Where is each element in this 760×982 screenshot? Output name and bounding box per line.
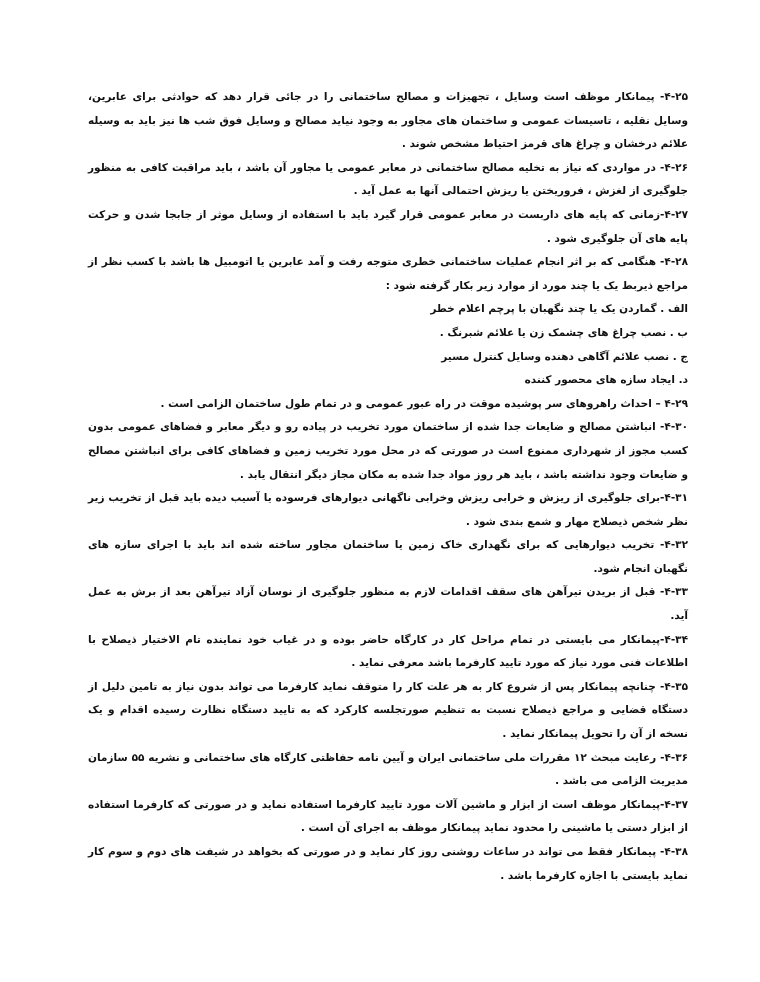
clause-4-25: ۴-۲۵- پیمانکار موظف است وسایل ، تجهیزات و مصالح ساختمانی را در جائی قرار دهد که حوادثی برای عابرین، وسایل نقلیه ، تاسیسات عمومی و ساختمان های مجاور به وجود نیاید مصالح و وسایل فوق شب ها نیز باید به وسیله علائم درخشان و چراغ های قرمز احتیاط مشخص شوند .: [88, 91, 688, 151]
clause-4-32: ۴-۳۲- تخریب دیوارهایی که برای نگهداری خاک زمین یا ساختمان مجاور ساخته شده اند باید با اجرای سازه های نگهبان انجام شود.: [88, 539, 688, 575]
clause-4-28: ۴-۲۸- هنگامی که بر اثر انجام عملیات ساختمانی خطری متوجه رفت و آمد عابرین یا اتومبیل ها باشد با کسب نظر از مراجع ذیربط یک یا چند مورد از موارد زیر بکار گرفته شود :: [88, 256, 688, 292]
clause-4-36: ۴-۳۶- رعایت مبحث ۱۲ مقررات ملی ساختمانی ایران و آیین نامه حفاظتی کارگاه های ساختمانی و نشریه ۵۵ سازمان مدیریت الزامی می باشد .: [88, 751, 689, 788]
list-item-alef: الف . گماردن یک یا چند نگهبان با پرچم اعلام خطر: [430, 303, 688, 316]
clause-4-38: ۴-۳۸- پیمانکار فقط می تواند در ساعات روشنی روز کار نماید و در صورتی که بخواهد در شیفت های دوم و سوم کار نماید بایستی با اجازه کارفرما باشد .: [88, 846, 688, 882]
clause-4-30: ۴-۳۰- انباشتن مصالح و ضایعات جدا شده از ساختمان مورد تخریب در پیاده رو و دیگر معابر و فضاهای عمومی بدون کسب مجوز از شهرداری ممنوع است در صورتی که در محل مورد تخریب زمین و فضاهای کافی برای انباشتن مصالح و ضایعات وجود نداشته باشد ، باید هر روز مواد جدا شده به مکان مجاز دیگر انتقال یابد .: [88, 421, 688, 481]
clause-4-35: ۴-۳۵- چنانچه پیمانکار پس از شروع کار به هر علت کار را متوقف نماید کارفرما می تواند بدون نیاز به تامین دلیل از دستگاه قضایی و مراجع ذیصلاح نسبت به تنظیم صورتجلسه کارکرد که به تایید دستگاه نظارت رسیده اقدام و یک نسخه از آن را تحویل پیمانکار نماید .: [88, 680, 688, 741]
list-item-jim: ج . نصب علائم آگاهی دهنده وسایل کنترل مسیر: [441, 350, 688, 363]
clause-4-29: ۴-۲۹ – احداث راهروهای سر پوشیده موقت در راه عبور عمومی و در تمام طول ساختمان الزامی است .: [160, 397, 688, 410]
clause-4-27: ۴-۲۷-زمانی که پایه های داربست در معابر عمومی قرار گیرد باید با استفاده از وسایل موثر از جابجا شدن و حرکت پایه های آن جلوگیری شود .: [88, 208, 688, 245]
list-item-dal: د. ایجاد سازه های محصور کننده: [524, 374, 688, 387]
clause-4-31: ۴-۳۱-برای جلوگیری از ریزش و خرابی ریزش وخرابی ناگهانی دیوارهای فرسوده یا آسیب دیده باید قبل از تخریب زیر نظر شخص ذیصلاح مهار و شمع بندی شود .: [88, 492, 688, 528]
clause-4-33: ۴-۳۳- قبل از بریدن تیرآهن های سقف اقدامات لازم به منظور جلوگیری از نوسان آزاد تیرآهن بعد از برش به عمل آید.: [88, 586, 688, 623]
list-item-be: ب . نصب چراغ های چشمک زن یا علائم شبرنگ .: [439, 326, 688, 339]
clause-4-37: ۴-۳۷-پیمانکار موظف است از ابزار و ماشین آلات مورد تایید کارفرما استفاده نماید و در صورتی که کارفرما استفاده از ابزار دستی یا ماشینی را محدود نماید پیمانکار موظف به اجرای آن است .: [88, 798, 688, 835]
clause-4-26: ۴-۲۶- در مواردی که نیاز به تخلیه مصالح ساختمانی در معابر عمومی یا مجاور آن باشد ، باید مراقبت کافی به منظور جلوگیری از لغزش ، فروریختن یا ریزش احتمالی آنها به عمل آید .: [88, 161, 688, 198]
clause-4-34: ۴-۳۴-پیمانکار می بایستی در تمام مراحل کار در کارگاه حاضر بوده و در غیاب خود نماینده تام الاختیار ذیصلاح با اطلاعات فنی مورد نیاز که مورد تایید کارفرما باشد معرفی نماید .: [88, 633, 688, 670]
document-body: [88, 86, 688, 888]
